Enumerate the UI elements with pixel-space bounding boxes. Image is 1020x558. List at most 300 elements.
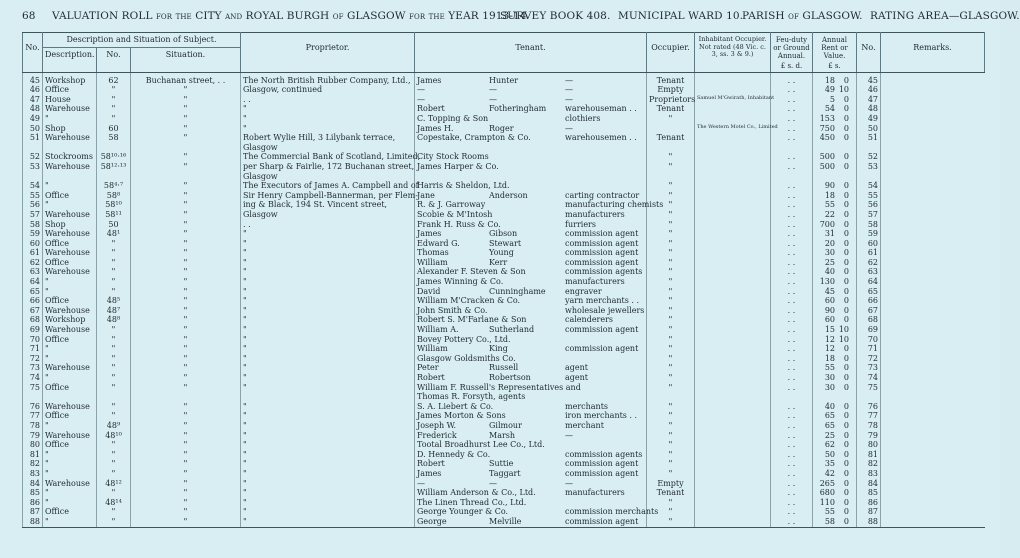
- remarks-cell: [881, 191, 985, 201]
- row-number-right: [857, 315, 881, 325]
- row-number: [23, 325, 43, 335]
- proprietor-text: ": [243, 315, 247, 325]
- remarks-cell: [881, 315, 985, 325]
- proprietor-cell: [241, 172, 415, 182]
- rent-cell: [813, 411, 857, 421]
- feu-cell: [771, 402, 813, 412]
- occupier-cell: [647, 498, 695, 508]
- table-row: [23, 344, 985, 354]
- tenant-trade: commission agent: [565, 248, 639, 258]
- row-number-right: [857, 440, 881, 450]
- proprietor-cell: [241, 469, 415, 479]
- rent-cell: [813, 450, 857, 460]
- row-number-right: [857, 287, 881, 297]
- tenant-trade: engraver: [565, 286, 602, 296]
- rent-cell: [813, 277, 857, 287]
- remarks-cell: [881, 354, 985, 364]
- row-number: [23, 124, 43, 134]
- tenant-name: Copestake, Crampton & Co.: [417, 133, 531, 143]
- feu-text: . .: [787, 296, 796, 306]
- street-number-cell: [97, 354, 131, 364]
- remarks-cell: [881, 507, 985, 517]
- rent-pounds: 110: [819, 497, 835, 507]
- tenant-trade: commission agent: [565, 344, 639, 354]
- street-number-cell: [97, 277, 131, 287]
- feu-text: . .: [787, 200, 796, 210]
- occupier-cell: [647, 335, 695, 345]
- row-number: [23, 104, 43, 114]
- street-number-cell: [97, 258, 131, 268]
- feu-text: . .: [787, 430, 796, 440]
- occupier-text: ": [668, 373, 673, 382]
- tenant-trade: —: [565, 94, 573, 104]
- description-cell: [43, 287, 97, 297]
- remarks-cell: [881, 239, 985, 249]
- description-cell: [43, 210, 97, 220]
- feu-cell: [771, 383, 813, 393]
- row-number-text: 51: [29, 133, 40, 143]
- situation-cell: [131, 239, 241, 249]
- rent-pounds: 49: [824, 85, 835, 95]
- feu-cell: [771, 296, 813, 306]
- rent-shillings: 0: [843, 420, 849, 430]
- inhabitant-text: Samuel M'Gwirath, Inhabitant: [697, 94, 775, 101]
- rent-pounds: 500: [819, 161, 835, 171]
- row-number-right-text: 50: [867, 123, 878, 133]
- proprietor-cell: [241, 373, 415, 383]
- remarks-cell: [881, 72, 985, 85]
- rent-pounds: 90: [824, 305, 835, 315]
- street-number-cell: [97, 517, 131, 527]
- table-row: [23, 220, 985, 230]
- description-text: Warehouse: [45, 133, 90, 143]
- feu-text: . .: [787, 373, 796, 382]
- inhabitant-cell: [695, 411, 771, 421]
- row-number-right-text: 64: [867, 277, 878, 287]
- row-number: [23, 392, 43, 402]
- rent-pounds: 12: [824, 344, 835, 354]
- remarks-cell: [881, 296, 985, 306]
- row-number-text: 88: [29, 516, 40, 526]
- situation-cell: [131, 277, 241, 287]
- occupier-text: ": [668, 440, 673, 450]
- tenant-surname: Gibson: [489, 229, 518, 239]
- description-text: Warehouse: [45, 430, 90, 440]
- proprietor-cell: [241, 152, 421, 162]
- tenant-name: Robert: [417, 373, 445, 382]
- feu-cell: [771, 258, 813, 268]
- rent-shillings: 0: [843, 152, 849, 162]
- inhabitant-cell: [695, 220, 771, 230]
- occupier-cell: [647, 411, 695, 421]
- feu-cell: [771, 85, 813, 95]
- rent-shillings: 0: [843, 411, 849, 421]
- street-number-cell: [97, 411, 131, 421]
- rent-pounds: 15: [824, 325, 835, 335]
- tenant-trade: —: [565, 85, 573, 95]
- tenant-cell: [415, 431, 647, 441]
- description-text: ": [45, 286, 49, 296]
- row-number: [23, 507, 43, 517]
- rent-shillings: 0: [843, 181, 849, 191]
- feu-cell: [771, 267, 813, 277]
- rent-shillings: 0: [843, 209, 849, 219]
- tenant-surname: Roger: [489, 123, 514, 133]
- description-text: Warehouse: [45, 305, 90, 315]
- rent-shillings: 0: [843, 257, 849, 267]
- row-number: [23, 114, 43, 124]
- occupier-text: ": [668, 315, 673, 325]
- proprietor-cell: [241, 72, 415, 85]
- proprietor-text: ": [243, 344, 247, 354]
- remarks-cell: [881, 172, 985, 182]
- description-text: Office: [45, 382, 70, 392]
- situation-text: ": [183, 85, 188, 95]
- remarks-cell: [881, 104, 985, 114]
- tenant-trade: yarn merchants . .: [565, 296, 639, 306]
- situation-cell: [131, 296, 241, 306]
- proprietor-cell: [241, 114, 415, 124]
- row-number-right-text: 70: [867, 334, 878, 344]
- proprietor-text: ": [243, 113, 247, 123]
- street-number-text: ": [111, 257, 116, 267]
- description-text: ": [45, 497, 49, 507]
- row-number-right-text: 57: [867, 209, 878, 219]
- rent-cell: [813, 402, 857, 412]
- col-no2: No.: [857, 33, 881, 63]
- street-number-text: 48⁷: [106, 305, 121, 315]
- feu-cell: [771, 229, 813, 239]
- situation-cell: [131, 392, 241, 402]
- row-number-right-text: 63: [867, 267, 878, 277]
- street-number-text: ": [111, 488, 116, 498]
- proprietor-text: ": [243, 401, 247, 411]
- remarks-cell: [881, 210, 985, 220]
- street-number-cell: [97, 344, 131, 354]
- row-number-right-text: 74: [867, 373, 878, 382]
- rent-pounds: 700: [819, 219, 835, 229]
- proprietor-text: ": [243, 382, 247, 392]
- proprietor-text: ": [243, 353, 247, 363]
- feu-text: . .: [787, 123, 796, 133]
- situation-cell: [131, 200, 241, 210]
- feu-units: £ s. d.: [771, 62, 813, 72]
- remarks-cell: [881, 220, 985, 230]
- rent-shillings: 0: [843, 353, 849, 363]
- row-number-text: 46: [29, 85, 40, 95]
- rent-pounds: 22: [824, 209, 835, 219]
- situation-cell: [131, 344, 241, 354]
- row-number-right-text: 84: [867, 478, 878, 488]
- rent-cell: [813, 459, 857, 469]
- row-number: [23, 143, 43, 153]
- feu-cell: [771, 287, 813, 297]
- proprietor-text: per Sharp & Fairlie, 172 Buchanan street,: [243, 161, 415, 171]
- description-text: Office: [45, 238, 70, 248]
- street-number-cell: [97, 229, 131, 239]
- tenant-name: Edward G.: [417, 238, 460, 248]
- rent-shillings: 0: [843, 516, 849, 526]
- occupier-cell: [647, 363, 695, 373]
- col-occupier: Occupier.: [647, 33, 695, 63]
- remarks-cell: [881, 402, 985, 412]
- street-number-text: ": [111, 440, 116, 450]
- street-number-cell: [97, 114, 131, 124]
- rent-cell: [813, 421, 857, 431]
- situation-text: Buchanan street, . .: [145, 75, 226, 85]
- proprietor-text: ": [243, 104, 247, 114]
- occupier-text: Tenant: [656, 75, 685, 85]
- col-street-no: No.: [97, 48, 131, 63]
- tenant-cell: [415, 325, 647, 335]
- tenant-cell: [415, 383, 647, 393]
- rent-shillings: 0: [843, 75, 849, 85]
- proprietor-cell: [241, 383, 415, 393]
- row-number: [23, 181, 43, 191]
- feu-text: . .: [787, 344, 796, 354]
- inhabitant-cell: [695, 152, 771, 162]
- row-number-right: [857, 133, 881, 143]
- table-row: [23, 114, 985, 124]
- rent-cell: [813, 114, 857, 124]
- description-cell: [43, 383, 97, 393]
- remarks-cell: [881, 469, 985, 479]
- tenant-surname: —: [489, 85, 497, 95]
- rent-shillings: 0: [843, 94, 849, 104]
- feu-cell: [771, 450, 813, 460]
- occupier-text: Empty: [657, 85, 684, 95]
- occupier-cell: [647, 517, 695, 527]
- rent-pounds: 450: [819, 133, 835, 143]
- table-row: [23, 402, 985, 412]
- col-remarks: Remarks.: [881, 33, 985, 63]
- inhabitant-cell: [695, 123, 778, 134]
- row-number-right-text: 47: [867, 94, 878, 104]
- tenant-surname: Anderson: [489, 190, 528, 200]
- row-number-right-text: 58: [867, 219, 878, 229]
- street-number-text: ": [111, 334, 116, 344]
- occupier-text: ": [668, 449, 673, 459]
- rent-pounds: 50: [824, 449, 835, 459]
- row-number-right-text: 61: [867, 248, 878, 258]
- rent-cell: [813, 440, 857, 450]
- tenant-name: William: [417, 257, 448, 267]
- rent-cell: [813, 220, 857, 230]
- proprietor-text: ": [243, 468, 247, 478]
- inhabitant-cell: [695, 94, 775, 105]
- tenant-name: Thomas R. Forsyth, agents: [417, 392, 526, 402]
- remarks-cell: [881, 124, 985, 134]
- row-number-right-text: 76: [867, 401, 878, 411]
- tenant-name: Peter: [417, 363, 439, 373]
- rent-shillings: 0: [843, 315, 849, 325]
- occupier-cell: [647, 239, 695, 249]
- row-number-right: [857, 421, 881, 431]
- tenant-cell: [415, 421, 647, 431]
- proprietor-cell: [241, 229, 415, 239]
- tenant-surname: Suttie: [489, 459, 514, 469]
- occupier-cell: [647, 354, 695, 364]
- occupier-cell: [647, 344, 695, 354]
- row-number-text: 53: [29, 161, 40, 171]
- situation-text: ": [183, 104, 188, 114]
- situation-text: ": [183, 229, 188, 239]
- tenant-name: William F. Russell's Representatives and: [417, 382, 581, 392]
- rent-cell: [813, 383, 857, 393]
- description-text: Warehouse: [45, 248, 90, 258]
- feu-text: . .: [787, 459, 796, 469]
- row-number: [23, 277, 43, 287]
- rent-cell: [813, 143, 857, 153]
- situation-cell: [131, 306, 241, 316]
- rent-cell: [813, 95, 857, 105]
- proprietor-text: ": [243, 229, 247, 239]
- row-number-text: 66: [29, 296, 40, 306]
- row-number: [23, 296, 43, 306]
- tenant-cell: [415, 181, 647, 191]
- situation-text: ": [183, 478, 188, 488]
- row-number-right: [857, 72, 881, 85]
- row-number-text: 73: [29, 363, 40, 373]
- situation-cell: [131, 143, 241, 153]
- occupier-text: ": [668, 296, 673, 306]
- rent-cell: [813, 335, 857, 345]
- occupier-text: ": [668, 497, 673, 507]
- table-row: [23, 85, 985, 95]
- proprietor-text: The North British Rubber Company, Ltd.,: [243, 75, 411, 85]
- row-number-text: 59: [29, 229, 40, 239]
- rent-pounds: 25: [824, 257, 835, 267]
- row-number-text: 76: [29, 401, 40, 411]
- occupier-cell: [647, 85, 695, 95]
- situation-text: ": [183, 315, 188, 325]
- row-number-text: 72: [29, 353, 40, 363]
- situation-cell: [131, 152, 241, 162]
- description-cell: [43, 162, 97, 172]
- description-cell: [43, 85, 97, 95]
- street-number-cell: [97, 315, 131, 325]
- table-row: [23, 210, 985, 220]
- tenant-name: —: [417, 85, 425, 95]
- street-number-text: ": [111, 411, 116, 421]
- feu-text: . .: [787, 277, 796, 287]
- rent-cell: [813, 210, 857, 220]
- rent-cell: [813, 162, 857, 172]
- occupier-text: ": [668, 305, 673, 315]
- tenant-name: City Stock Rooms: [417, 152, 489, 162]
- street-number-text: ": [111, 277, 116, 287]
- tenant-name: Thomas: [417, 248, 449, 258]
- row-number: [23, 459, 43, 469]
- row-number: [23, 383, 43, 393]
- rent-pounds: 65: [824, 420, 835, 430]
- tenant-surname: Stewart: [489, 238, 522, 248]
- description-text: Office: [45, 257, 70, 267]
- situation-text: ": [183, 277, 188, 287]
- tenant-trade: clothiers: [565, 113, 601, 123]
- proprietor-text: ing & Black, 194 St. Vincent street,: [243, 200, 388, 210]
- occupier-cell: [647, 373, 695, 383]
- proprietor-text: ": [243, 248, 247, 258]
- table-body: [23, 72, 985, 527]
- rent-cell: [813, 392, 857, 402]
- inhabitant-cell: [695, 325, 771, 335]
- occupier-cell: [647, 402, 695, 412]
- occupier-cell: [647, 248, 695, 258]
- description-cell: [43, 469, 97, 479]
- description-cell: [43, 72, 97, 85]
- row-number-right-text: 46: [867, 85, 878, 95]
- description-cell: [43, 402, 97, 412]
- description-cell: [43, 354, 97, 364]
- remarks-cell: [881, 450, 985, 460]
- row-number: [23, 440, 43, 450]
- street-number-text: 58: [108, 133, 119, 143]
- occupier-cell: [647, 392, 695, 402]
- row-number-text: 63: [29, 267, 40, 277]
- row-number-right-text: 86: [867, 497, 878, 507]
- remarks-cell: [881, 411, 985, 421]
- street-number-cell: [97, 335, 131, 345]
- rent-shillings: 0: [843, 133, 849, 143]
- street-number-text: 48⁹: [106, 420, 121, 430]
- row-number-right-text: 51: [867, 133, 878, 143]
- situation-cell: [131, 335, 241, 345]
- feu-cell: [771, 143, 813, 153]
- occupier-cell: [647, 488, 695, 498]
- rent-pounds: 65: [824, 411, 835, 421]
- tenant-surname: Hunter: [489, 75, 519, 85]
- proprietor-text: The Commercial Bank of Scotland, Limited,: [243, 152, 421, 162]
- feu-cell: [771, 95, 813, 105]
- proprietor-cell: [241, 431, 415, 441]
- tenant-trade: —: [565, 430, 573, 440]
- feu-cell: [771, 479, 813, 489]
- description-cell: [43, 229, 97, 239]
- feu-text: . .: [787, 401, 796, 411]
- description-text: Warehouse: [45, 478, 90, 488]
- rent-cell: [813, 517, 857, 527]
- street-number-cell: [97, 507, 131, 517]
- tenant-cell: [415, 479, 647, 489]
- proprietor-cell: [241, 162, 415, 172]
- row-number-text: 45: [29, 75, 40, 85]
- street-number-text: ": [111, 104, 116, 114]
- row-number-text: 54: [29, 181, 40, 191]
- street-number-text: ": [111, 238, 116, 248]
- row-number-right-text: 60: [867, 238, 878, 248]
- tenant-trade: commission agent: [565, 459, 639, 469]
- occupier-cell: [647, 287, 695, 297]
- occupier-text: ": [668, 200, 673, 210]
- rent-cell: [813, 469, 857, 479]
- rent-shillings: 0: [843, 229, 849, 239]
- rent-units: £ s.: [813, 62, 857, 72]
- rent-cell: [813, 248, 857, 258]
- situation-cell: [131, 411, 241, 421]
- row-number-right: [857, 488, 881, 498]
- street-number-text: 48¹: [106, 229, 121, 239]
- street-number-text: 58⁸: [106, 190, 121, 200]
- row-number-text: 78: [29, 420, 40, 430]
- proprietor-text: ": [243, 373, 247, 382]
- tenant-cell: [415, 200, 664, 210]
- tenant-trade: wholesale jewellers: [565, 305, 645, 315]
- tenant-surname: —: [489, 478, 497, 488]
- proprietor-cell: [241, 85, 415, 95]
- tenant-cell: [415, 143, 647, 153]
- table-row: [23, 325, 985, 335]
